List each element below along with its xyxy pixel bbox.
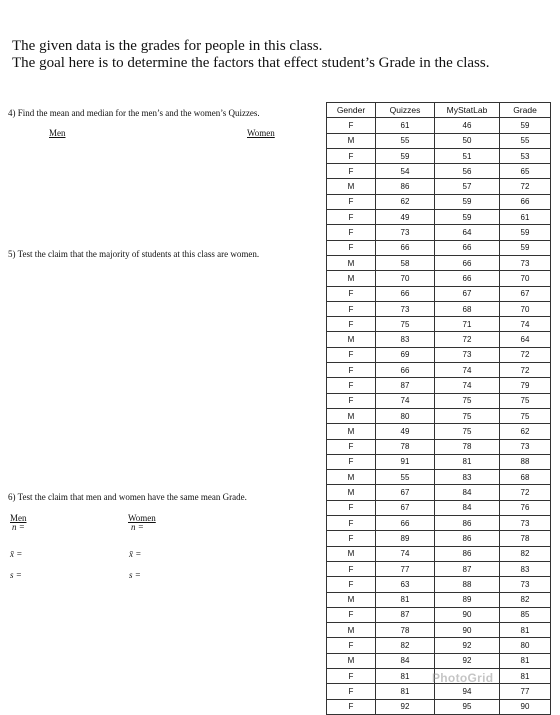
quizzes-cell: 91 (376, 454, 435, 469)
table-row (327, 653, 551, 668)
quizzes-cell: 66 (376, 286, 435, 301)
quizzes-cell: 67 (376, 485, 435, 500)
quizzes-cell: 54 (376, 164, 435, 179)
table-row (327, 240, 551, 255)
grade-cell: 59 (500, 225, 551, 240)
table-row (327, 470, 551, 485)
quizzes-cell: 49 (376, 424, 435, 439)
grade-cell: 73 (500, 439, 551, 454)
mystatlab-cell: 81 (435, 454, 500, 469)
mystatlab-cell: 75 (435, 393, 500, 408)
table-row (327, 118, 551, 133)
mystatlab-cell: 86 (435, 546, 500, 561)
grade-cell: 70 (500, 301, 551, 316)
table-row (327, 531, 551, 546)
grade-cell: 66 (500, 194, 551, 209)
table-row (327, 225, 551, 240)
gender-cell: F (327, 194, 376, 209)
table-row (327, 271, 551, 286)
mystatlab-cell: 90 (435, 623, 500, 638)
mystatlab-cell: 88 (435, 577, 500, 592)
intro-line-2: The goal here is to determine the factors that effect student’s Grade in the class. (12, 55, 490, 71)
grade-cell: 81 (500, 623, 551, 638)
table-row (327, 500, 551, 515)
gender-cell: F (327, 286, 376, 301)
question-5: 5) Test the claim that the majority of students at this class are women. (8, 249, 260, 259)
mystatlab-cell: 86 (435, 531, 500, 546)
mystatlab-cell: 95 (435, 699, 500, 714)
gender-cell: F (327, 454, 376, 469)
gender-cell: M (327, 133, 376, 148)
mystatlab-cell: 89 (435, 592, 500, 607)
grade-cell: 72 (500, 485, 551, 500)
table-row (327, 699, 551, 714)
gender-cell: F (327, 301, 376, 316)
grade-cell: 73 (500, 577, 551, 592)
mystatlab-cell: 90 (435, 607, 500, 622)
grade-cell: 72 (500, 347, 551, 362)
q6-men-label: Men (10, 513, 27, 523)
table-row (327, 408, 551, 423)
mystatlab-cell: 87 (435, 561, 500, 576)
table-row (327, 638, 551, 653)
mystatlab-cell: 84 (435, 500, 500, 515)
table-header-row (327, 103, 551, 118)
gender-cell: M (327, 470, 376, 485)
gender-cell: F (327, 684, 376, 699)
gender-cell: M (327, 408, 376, 423)
header-grade: Grade (500, 103, 551, 118)
q6-women-label: Women (128, 513, 156, 523)
quizzes-cell: 66 (376, 363, 435, 378)
quizzes-cell: 55 (376, 133, 435, 148)
gender-cell: F (327, 439, 376, 454)
gender-cell: F (327, 378, 376, 393)
gender-cell: F (327, 699, 376, 714)
quizzes-cell: 75 (376, 317, 435, 332)
grade-cell: 53 (500, 148, 551, 163)
question-6: 6) Test the claim that men and women have the same mean Grade. (8, 492, 247, 502)
table-row (327, 347, 551, 362)
quizzes-cell: 49 (376, 210, 435, 225)
mystatlab-cell: 71 (435, 317, 500, 332)
gender-cell: F (327, 561, 376, 576)
mystatlab-cell: 92 (435, 638, 500, 653)
gender-cell: F (327, 164, 376, 179)
grade-cell: 76 (500, 500, 551, 515)
gender-cell: F (327, 240, 376, 255)
quizzes-cell: 81 (376, 592, 435, 607)
quizzes-cell: 73 (376, 225, 435, 240)
grade-cell: 88 (500, 454, 551, 469)
grade-cell: 55 (500, 133, 551, 148)
table-row (327, 179, 551, 194)
gender-cell: M (327, 271, 376, 286)
mystatlab-cell: 56 (435, 164, 500, 179)
grade-cell: 65 (500, 164, 551, 179)
photogrid-watermark: PhotoGrid (432, 671, 494, 685)
quizzes-cell: 55 (376, 470, 435, 485)
mystatlab-cell: 78 (435, 439, 500, 454)
table-row (327, 286, 551, 301)
quizzes-cell: 66 (376, 240, 435, 255)
table-row (327, 516, 551, 531)
gender-cell: F (327, 668, 376, 683)
quizzes-cell: 77 (376, 561, 435, 576)
mystatlab-cell: 72 (435, 332, 500, 347)
mystatlab-cell: 51 (435, 148, 500, 163)
grade-cell: 68 (500, 470, 551, 485)
question-4: 4) Find the mean and median for the men’s and the women’s Quizzes. (8, 108, 260, 118)
grade-cell: 72 (500, 363, 551, 378)
grade-cell: 70 (500, 271, 551, 286)
quizzes-cell: 63 (376, 577, 435, 592)
mystatlab-cell: 94 (435, 684, 500, 699)
quizzes-cell: 66 (376, 516, 435, 531)
table-row (327, 424, 551, 439)
mystatlab-cell: 50 (435, 133, 500, 148)
gender-cell: M (327, 546, 376, 561)
table-row (327, 607, 551, 622)
table-row (327, 684, 551, 699)
quizzes-cell: 70 (376, 271, 435, 286)
table-row (327, 485, 551, 500)
gender-cell: F (327, 500, 376, 515)
grade-cell: 78 (500, 531, 551, 546)
grade-cell: 61 (500, 210, 551, 225)
quizzes-cell: 86 (376, 179, 435, 194)
grade-cell: 83 (500, 561, 551, 576)
mystatlab-cell: 57 (435, 179, 500, 194)
mystatlab-cell: 84 (435, 485, 500, 500)
grade-cell: 81 (500, 653, 551, 668)
quizzes-cell: 81 (376, 684, 435, 699)
quizzes-cell: 81 (376, 668, 435, 683)
intro-line-1: The given data is the grades for people in this class. (12, 38, 323, 54)
mystatlab-cell: 86 (435, 516, 500, 531)
quizzes-cell: 58 (376, 255, 435, 270)
gender-cell: M (327, 592, 376, 607)
mystatlab-cell: 74 (435, 378, 500, 393)
mystatlab-cell: 92 (435, 653, 500, 668)
grade-cell: 77 (500, 684, 551, 699)
quizzes-cell: 78 (376, 439, 435, 454)
intro-text (12, 38, 489, 72)
grade-cell: 59 (500, 118, 551, 133)
grade-cell: 74 (500, 317, 551, 332)
grade-cell: 73 (500, 255, 551, 270)
mystatlab-cell: 83 (435, 470, 500, 485)
table-row (327, 255, 551, 270)
gender-cell: F (327, 393, 376, 408)
quizzes-cell: 67 (376, 500, 435, 515)
table-row (327, 378, 551, 393)
grade-cell: 79 (500, 378, 551, 393)
gender-cell: F (327, 118, 376, 133)
table-row (327, 301, 551, 316)
gender-cell: M (327, 485, 376, 500)
quizzes-cell: 74 (376, 546, 435, 561)
gender-cell: F (327, 225, 376, 240)
quizzes-cell: 69 (376, 347, 435, 362)
table-row (327, 210, 551, 225)
q6-women-n: n = (131, 522, 144, 532)
gender-cell: F (327, 148, 376, 163)
grade-cell: 82 (500, 546, 551, 561)
quizzes-cell: 73 (376, 301, 435, 316)
quizzes-cell: 62 (376, 194, 435, 209)
table-row (327, 592, 551, 607)
gender-cell: F (327, 638, 376, 653)
grades-table (326, 102, 551, 715)
grade-cell: 67 (500, 286, 551, 301)
q4-women-label: Women (247, 128, 275, 138)
table-row (327, 454, 551, 469)
q6-men-sd: s = (10, 570, 22, 580)
table-row (327, 577, 551, 592)
grade-cell: 64 (500, 332, 551, 347)
mystatlab-cell: 66 (435, 271, 500, 286)
gender-cell: M (327, 424, 376, 439)
header-quizzes: Quizzes (376, 103, 435, 118)
gender-cell: F (327, 607, 376, 622)
mystatlab-cell: 59 (435, 210, 500, 225)
gender-cell: M (327, 255, 376, 270)
gender-cell: M (327, 179, 376, 194)
q6-women-sd: s = (129, 570, 141, 580)
quizzes-cell: 87 (376, 607, 435, 622)
gender-cell: F (327, 347, 376, 362)
table-row (327, 561, 551, 576)
mystatlab-cell: 66 (435, 240, 500, 255)
quizzes-cell: 89 (376, 531, 435, 546)
quizzes-cell: 61 (376, 118, 435, 133)
quizzes-cell: 92 (376, 699, 435, 714)
grade-cell: 90 (500, 699, 551, 714)
table-row (327, 317, 551, 332)
quizzes-cell: 80 (376, 408, 435, 423)
q6-women-mean: x̄ = (129, 549, 142, 559)
table-row (327, 194, 551, 209)
table-row (327, 439, 551, 454)
gender-cell: F (327, 531, 376, 546)
quizzes-cell: 78 (376, 623, 435, 638)
gender-cell: F (327, 516, 376, 531)
quizzes-cell: 74 (376, 393, 435, 408)
q4-men-label: Men (49, 128, 66, 138)
gender-cell: M (327, 332, 376, 347)
table-row (327, 623, 551, 638)
mystatlab-cell: 75 (435, 408, 500, 423)
grade-cell: 75 (500, 393, 551, 408)
table-row (327, 393, 551, 408)
table-row (327, 148, 551, 163)
gender-cell: M (327, 653, 376, 668)
mystatlab-cell: 75 (435, 424, 500, 439)
table-row (327, 164, 551, 179)
quizzes-cell: 84 (376, 653, 435, 668)
quizzes-cell: 87 (376, 378, 435, 393)
header-gender: Gender (327, 103, 376, 118)
header-mystatlab: MyStatLab (435, 103, 500, 118)
mystatlab-cell: 59 (435, 194, 500, 209)
mystatlab-cell: 67 (435, 286, 500, 301)
q6-men-n: n = (12, 522, 25, 532)
q6-men-mean: x̄ = (10, 549, 23, 559)
table-row (327, 133, 551, 148)
grade-cell: 73 (500, 516, 551, 531)
quizzes-cell: 82 (376, 638, 435, 653)
gender-cell: F (327, 363, 376, 378)
gender-cell: F (327, 577, 376, 592)
grade-cell: 59 (500, 240, 551, 255)
grade-cell: 62 (500, 424, 551, 439)
grade-cell: 75 (500, 408, 551, 423)
gender-cell: M (327, 623, 376, 638)
mystatlab-cell: 64 (435, 225, 500, 240)
grade-cell: 72 (500, 179, 551, 194)
mystatlab-cell: 68 (435, 301, 500, 316)
quizzes-cell: 83 (376, 332, 435, 347)
mystatlab-cell: 46 (435, 118, 500, 133)
grade-cell: 80 (500, 638, 551, 653)
grade-cell: 85 (500, 607, 551, 622)
grade-cell: 81 (500, 668, 551, 683)
table-row (327, 363, 551, 378)
quizzes-cell: 59 (376, 148, 435, 163)
mystatlab-cell: 74 (435, 363, 500, 378)
table-row (327, 546, 551, 561)
gender-cell: F (327, 210, 376, 225)
gender-cell: F (327, 317, 376, 332)
table-row (327, 332, 551, 347)
mystatlab-cell: 66 (435, 255, 500, 270)
grade-cell: 82 (500, 592, 551, 607)
mystatlab-cell: 73 (435, 347, 500, 362)
